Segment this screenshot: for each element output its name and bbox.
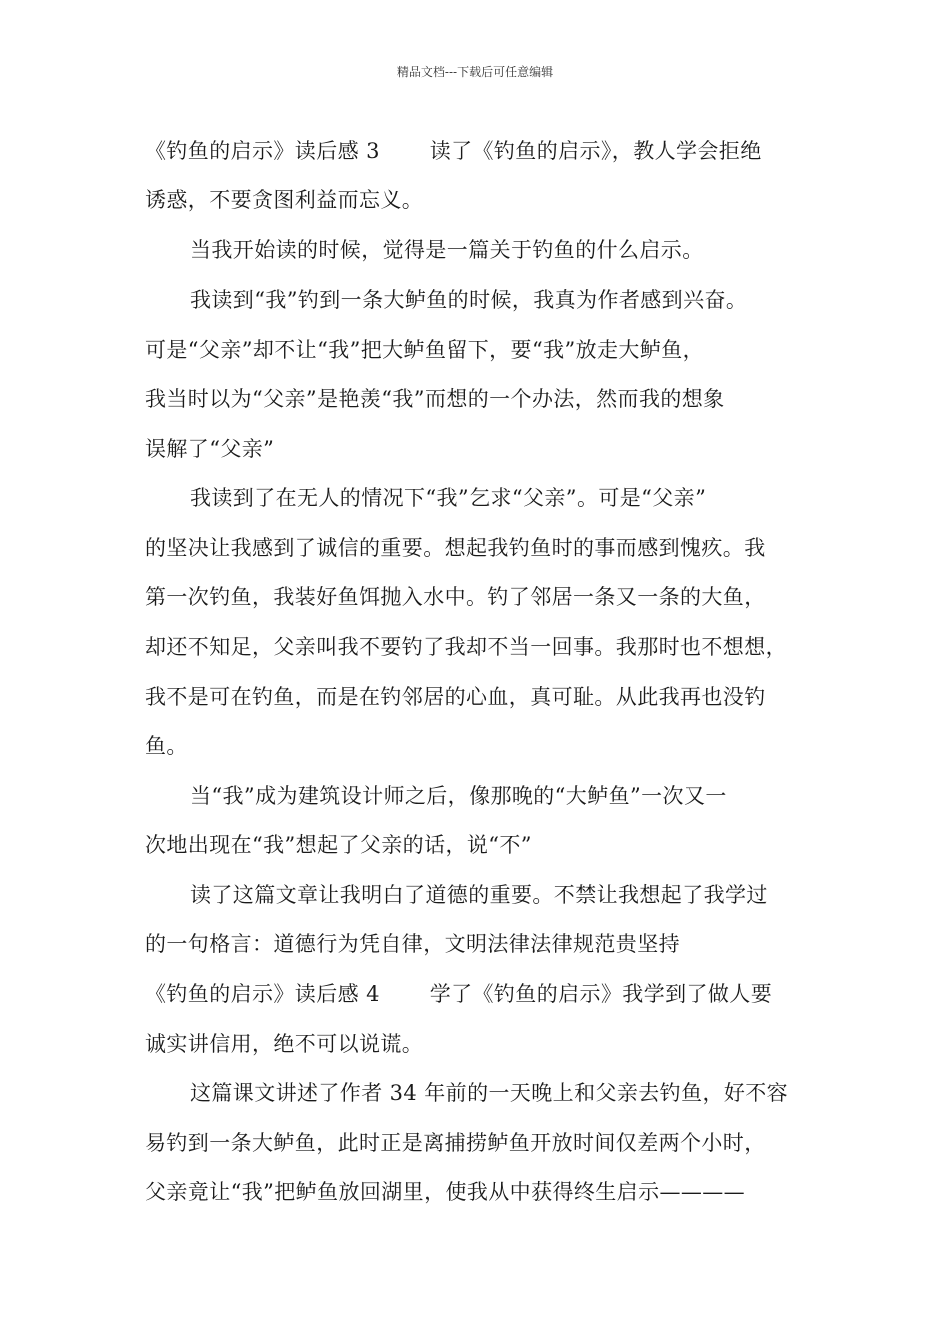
text-line: 当“我”成为建筑设计师之后，像那晚的“大鲈鱼”一次又一 xyxy=(190,784,727,808)
text-line: 当我开始读的时候，觉得是一篇关于钓鱼的什么启示。 xyxy=(190,238,704,262)
text-line: 《钓鱼的启示》读后感 3 读了《钓鱼的启示》，教人学会拒绝 xyxy=(145,139,762,163)
text-line: 我当时以为“父亲”是艳羡“我”而想的一个办法，然而我的想象 xyxy=(145,387,725,411)
text-line: 读了这篇文章让我明白了道德的重要。不禁让我想起了我学过 xyxy=(190,883,768,907)
text-line: 我读到“我”钓到一条大鲈鱼的时候，我真为作者感到兴奋。 xyxy=(190,288,748,312)
text-line: 第一次钓鱼，我装好鱼饵抛入水中。钓了邻居一条又一条的大鱼， xyxy=(145,585,766,609)
text-line: 易钓到一条大鲈鱼，此时正是离捕捞鲈鱼开放时间仅差两个小时， xyxy=(145,1131,766,1155)
text-line: 的一句格言：道德行为凭自律，文明法律法律规范贵坚持 xyxy=(145,932,680,956)
text-line: 这篇课文讲述了作者 34 年前的一天晚上和父亲去钓鱼，好不容 xyxy=(190,1081,789,1105)
text-line: 诱惑，不要贪图利益而忘义。 xyxy=(145,188,424,212)
text-line: 误解了“父亲” xyxy=(145,437,275,461)
text-line: 次地出现在“我”想起了父亲的话，说“不” xyxy=(145,833,532,857)
text-line: 我读到了在无人的情况下“我”乞求“父亲”。可是“父亲” xyxy=(190,486,707,510)
page-header: 精品文档---下载后可任意编辑 xyxy=(396,65,554,79)
text-line: 诚实讲信用，绝不可以说谎。 xyxy=(145,1032,424,1056)
text-line: 鱼。 xyxy=(145,734,188,758)
text-line: 《钓鱼的启示》读后感 4 学了《钓鱼的启示》我学到了做人要 xyxy=(145,982,773,1006)
text-line: 我不是可在钓鱼，而是在钓邻居的心血，真可耻。从此我再也没钓 xyxy=(145,685,766,709)
text-line: 父亲竟让“我”把鲈鱼放回湖里，使我从中获得终生启示———— xyxy=(145,1180,746,1204)
text-line: 可是“父亲”却不让“我”把大鲈鱼留下，要“我”放走大鲈鱼， xyxy=(145,338,705,362)
text-line: 的坚决让我感到了诚信的重要。想起我钓鱼时的事而感到愧疚。我 xyxy=(145,536,766,560)
text-line: 却还不知足，父亲叫我不要钓了我却不当一回事。我那时也不想想， xyxy=(145,635,787,659)
